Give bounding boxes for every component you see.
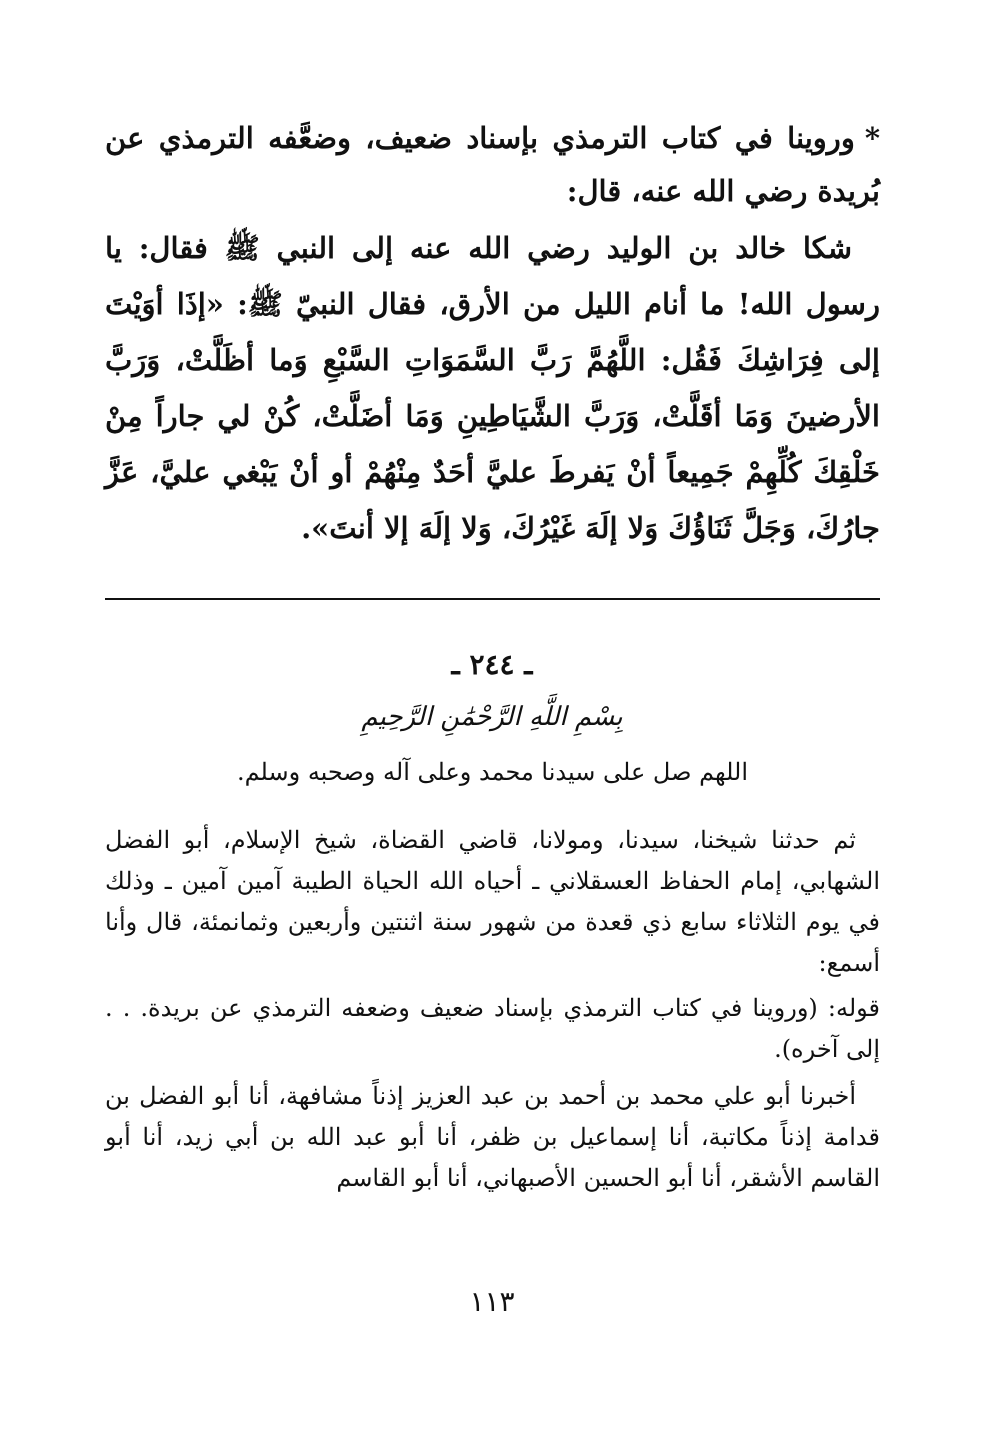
opening-prayer: اللهم صل على سيدنا محمد وعلى آله وصحبه وسلم. xyxy=(236,758,749,786)
paragraph-narration-intro-text: وروينا في كتاب الترمذي بإسناد ضعيف، وضعَّفه الترمذي عن بُريدة رضي الله عنه، قال: xyxy=(105,121,880,208)
paragraph-narration-intro xyxy=(105,112,880,220)
section-number: ـ ٢٤٤ ـ xyxy=(451,648,533,681)
paragraph-chain-intro: ثم حدثنا شيخنا، سيدنا، ومولانا، قاضي القضاة، شيخ الإسلام، أبو الفضل الشهابي، إمام الحفاظ العسقلاني ـ أحياه الله الحياة الطيبة آمين آمين ـ وذلك في يوم الثلاثاء سابع ذي قعدة من شهور سنة اثنتين وأربعين وثمانمئة، قال وأنا أسمع: xyxy=(105,826,880,977)
paragraph-hadith-text: شكا خالد بن الوليد رضي الله عنه إلى النبي ﷺ فقال: يا رسول الله! ما أنام الليل من الأرق، فقال النبيّ ﷺ: «إذَا أوَيْتَ إلى فِرَاشِكَ فَقُل: اللَّهُمَّ رَبَّ السَّمَوَاتِ السَّبْعِ وَما أظَلَّتْ، وَرَبَّ الأرضينَ وَمَا أقَلَّتْ، وَرَبَّ الشَّيَاطِينِ وَمَا أضَلَّتْ، كُنْ لي جاراً مِنْ خَلْقِكَ كُلِّهِمْ جَمِيعاً أنْ يَفرطَ عليَّ أحَدٌ مِنْهُمْ أو أنْ يَبْغي عليَّ، عَزَّ جارُكَ، وَجَلَّ ثَنَاؤُكَ وَلا إلَهَ غَيْرُكَ، وَلا إلَهَ إلا أنتَ». xyxy=(105,231,880,545)
paragraph-quoted-statement: قوله: (وروينا في كتاب الترمذي بإسناد ضعيف وضعفه الترمذي عن بريدة. . . إلى آخره). xyxy=(105,994,880,1063)
asterisk-marker-icon: * xyxy=(864,121,880,155)
section-divider xyxy=(105,598,880,600)
upper-text-block xyxy=(105,112,880,556)
basmala-heading: بِسْمِ اللَّهِ الرَّحْمَٰنِ الرَّحِيمِ xyxy=(361,702,623,732)
paragraph-isnad: أخبرنا أبو علي محمد بن أحمد بن عبد العزيز إذناً مشافهة، أنا أبو الفضل بن قدامة إذناً مكاتبة، أنا إسماعيل بن ظفر، أنا أبو عبد الله بن أبي زيد، أنا أبو القاسم الأشقر، أنا أبو الحسين الأصبهاني، أنا أبو القاسم xyxy=(105,1082,880,1192)
page-number: ١١٣ xyxy=(469,1285,515,1318)
lower-text-block xyxy=(105,820,880,1202)
